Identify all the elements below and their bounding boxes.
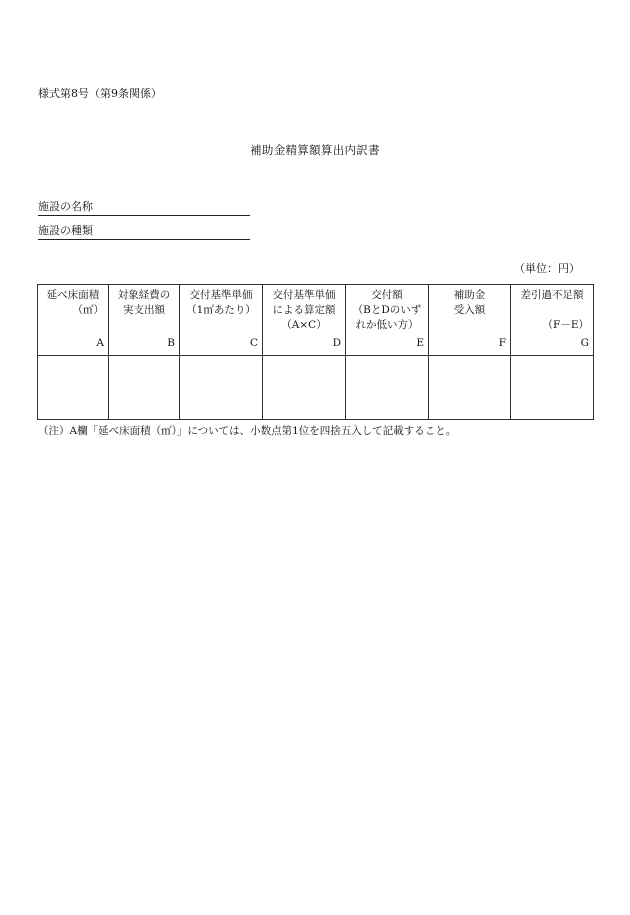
facility-name-field <box>38 198 250 216</box>
column-header-line: 補助金 <box>453 289 486 301</box>
form-number: 様式第8号（第9条関係） <box>38 87 162 100</box>
table-cell[interactable] <box>511 356 594 420</box>
document-title: 補助金精算額算出内訳書 <box>250 143 380 157</box>
column-letter: F <box>498 337 506 349</box>
table-cell[interactable] <box>109 356 180 420</box>
column-header-line: （1㎡あたり） <box>186 304 256 316</box>
facility-type-label: 施設の種類 <box>38 224 93 237</box>
column-header-line: 交付額 <box>371 289 403 301</box>
table-cell[interactable] <box>38 356 109 420</box>
breakdown-table <box>37 284 594 420</box>
table-cell[interactable] <box>263 356 346 420</box>
table-cell[interactable] <box>346 356 429 420</box>
column-header-line: 受入額 <box>453 304 486 316</box>
column-header-f <box>429 285 511 356</box>
column-header-line: 交付基準単価 <box>272 289 336 301</box>
table-cell[interactable] <box>429 356 511 420</box>
column-header-line: （BとDのいず <box>352 304 422 316</box>
column-header-line: 実支出額 <box>123 304 165 316</box>
column-header-a <box>38 285 109 356</box>
column-header-line: れか低い方） <box>355 319 419 331</box>
column-letter: D <box>332 337 341 349</box>
column-header-g <box>511 285 594 356</box>
column-header-c <box>180 285 263 356</box>
unit-note: （単位：円） <box>514 262 580 275</box>
column-header-line: による算定額 <box>272 304 336 316</box>
column-letter: B <box>167 337 175 349</box>
column-header-line: 交付基準単価 <box>189 289 253 301</box>
column-header-line: 差引過不足額 <box>520 289 584 301</box>
column-header-d <box>263 285 346 356</box>
column-letter: G <box>580 337 589 349</box>
table-row <box>38 356 594 420</box>
column-letter: A <box>96 337 104 349</box>
footnote: （注）A欄「延べ床面積（㎡）」については、小数点第1位を四捨五入して記載すること。 <box>38 425 457 437</box>
table-cell[interactable] <box>180 356 263 420</box>
column-header-line: （A×C） <box>281 319 327 331</box>
facility-type-field <box>38 222 250 240</box>
column-header-line: 対象経費の <box>117 289 171 301</box>
column-header-b <box>109 285 180 356</box>
column-header-line <box>515 303 589 318</box>
column-letter: C <box>249 337 258 349</box>
facility-name-label: 施設の名称 <box>38 200 93 213</box>
column-header-e <box>346 285 429 356</box>
column-header-line: （F－E） <box>542 319 589 331</box>
column-header-line: 延べ床面積 <box>46 289 100 301</box>
column-header-line: （㎡） <box>72 304 104 316</box>
table-header-row <box>38 285 594 356</box>
column-letter: E <box>416 337 424 349</box>
